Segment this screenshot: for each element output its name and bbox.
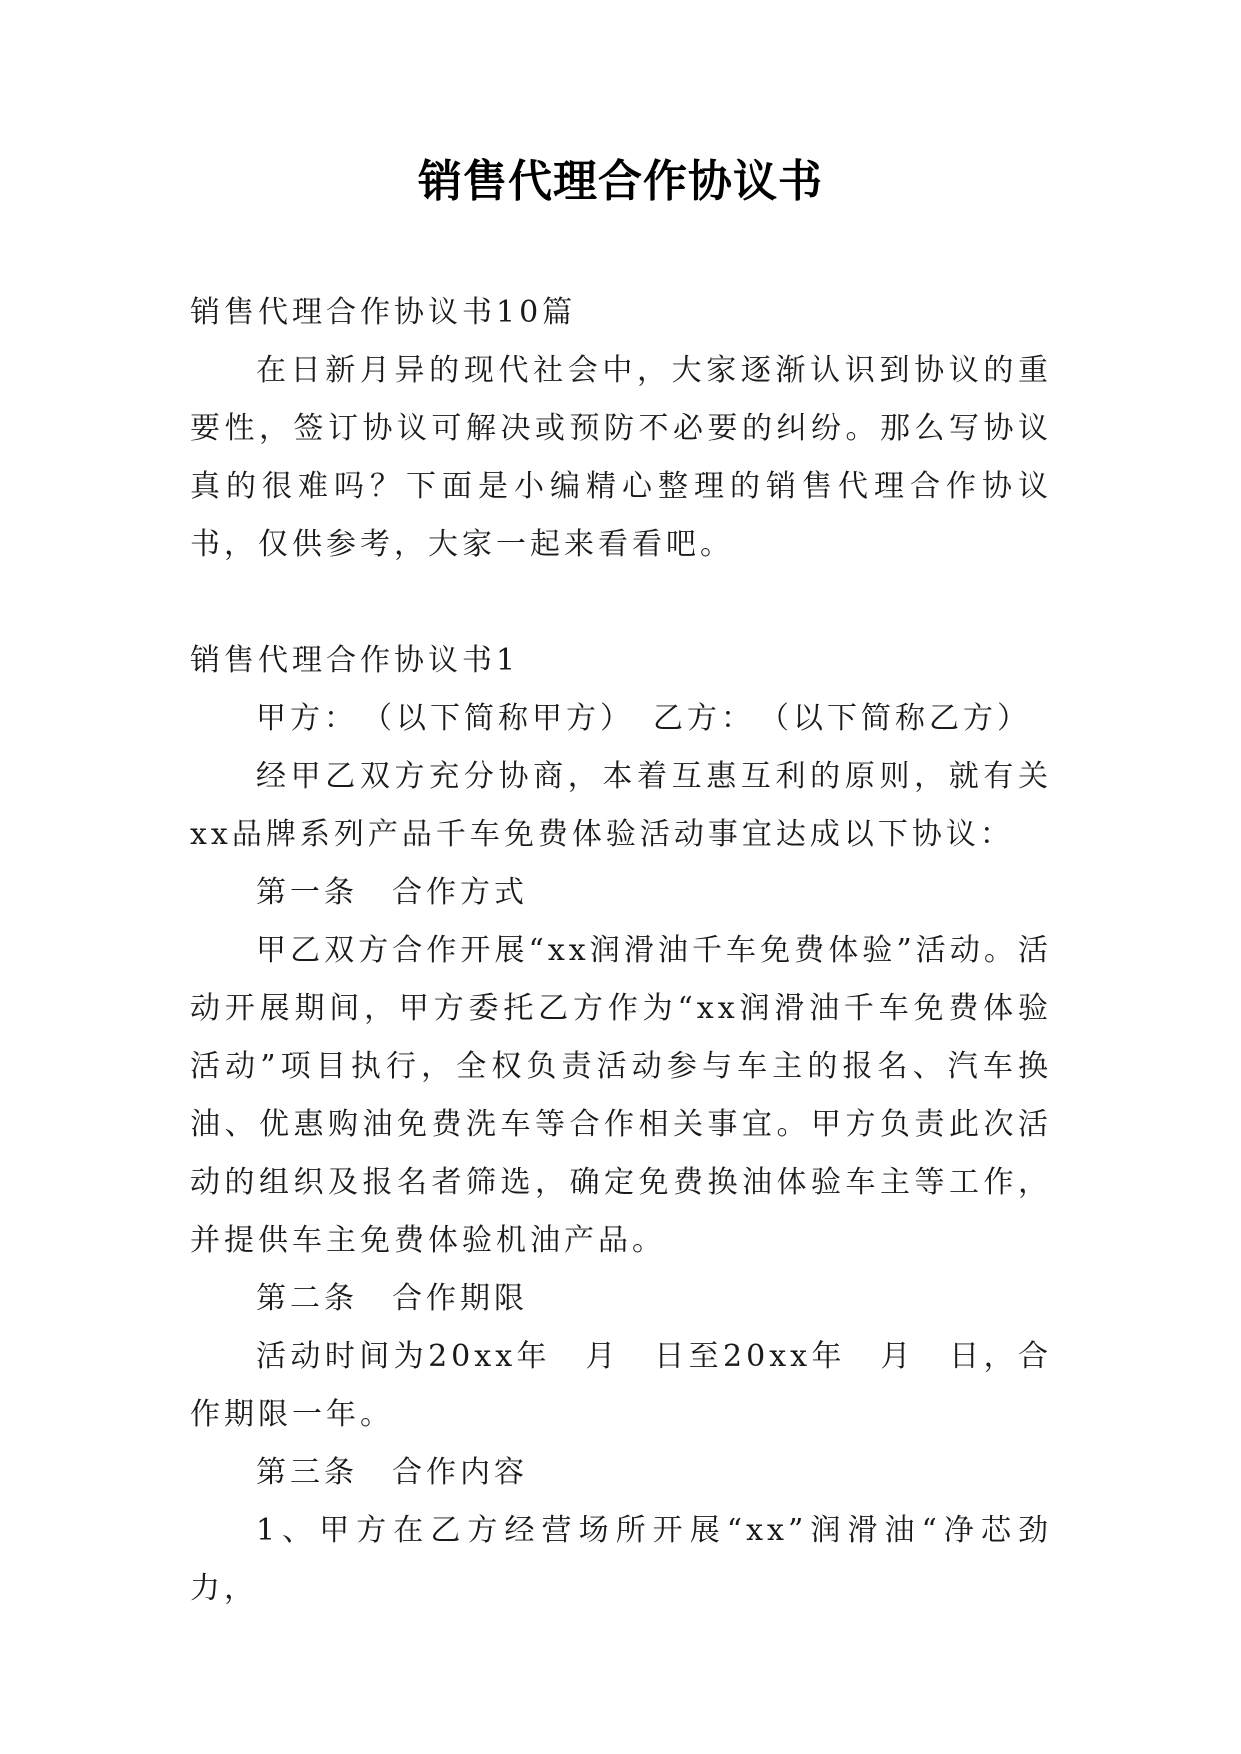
paragraph: 甲方： （以下简称甲方） 乙方： （以下简称乙方）: [256, 701, 1031, 736]
paragraph: 经甲乙双方充分协商，本着互惠互利的原则，就有关xx品牌系列产品千车免费体验活动事宜达成以下协议：: [190, 759, 1052, 852]
paragraph: 在日新月异的现代社会中，大家逐渐认识到协议的重要性，签订协议可解决或预防不必要的纠纷。那么写协议真的很难吗？下面是小编精心整理的销售代理合作协议书，仅供参考，大家一起来看看吧。: [190, 353, 1052, 562]
document-body: [190, 284, 1052, 1618]
paragraph: 销售代理合作协议书10篇: [190, 295, 577, 330]
paragraph: 活动时间为20xx年 月 日至20xx年 月 日，合作期限一年。: [190, 1339, 1052, 1432]
paragraph: 第二条 合作期限: [256, 1281, 528, 1316]
paragraph: 销售代理合作协议书1: [190, 643, 520, 678]
paragraph: 1、甲方在乙方经营场所开展“xx”润滑油“净芯劲力，: [190, 1513, 1052, 1606]
paragraph: 第三条 合作内容: [256, 1455, 528, 1490]
paragraph: 甲乙双方合作开展“xx润滑油千车免费体验”活动。活动开展期间，甲方委托乙方作为“xx润滑油千车免费体验活动”项目执行，全权负责活动参与车主的报名、汽车换油、优惠购油免费洗车等合作相关事宜。甲方负责此次活动的组织及报名者筛选，确定免费换油体验车主等工作，并提供车主免费体验机油产品。: [190, 933, 1052, 1258]
paragraph: 第一条 合作方式: [256, 875, 528, 910]
document-title: 销售代理合作协议书: [418, 156, 823, 207]
